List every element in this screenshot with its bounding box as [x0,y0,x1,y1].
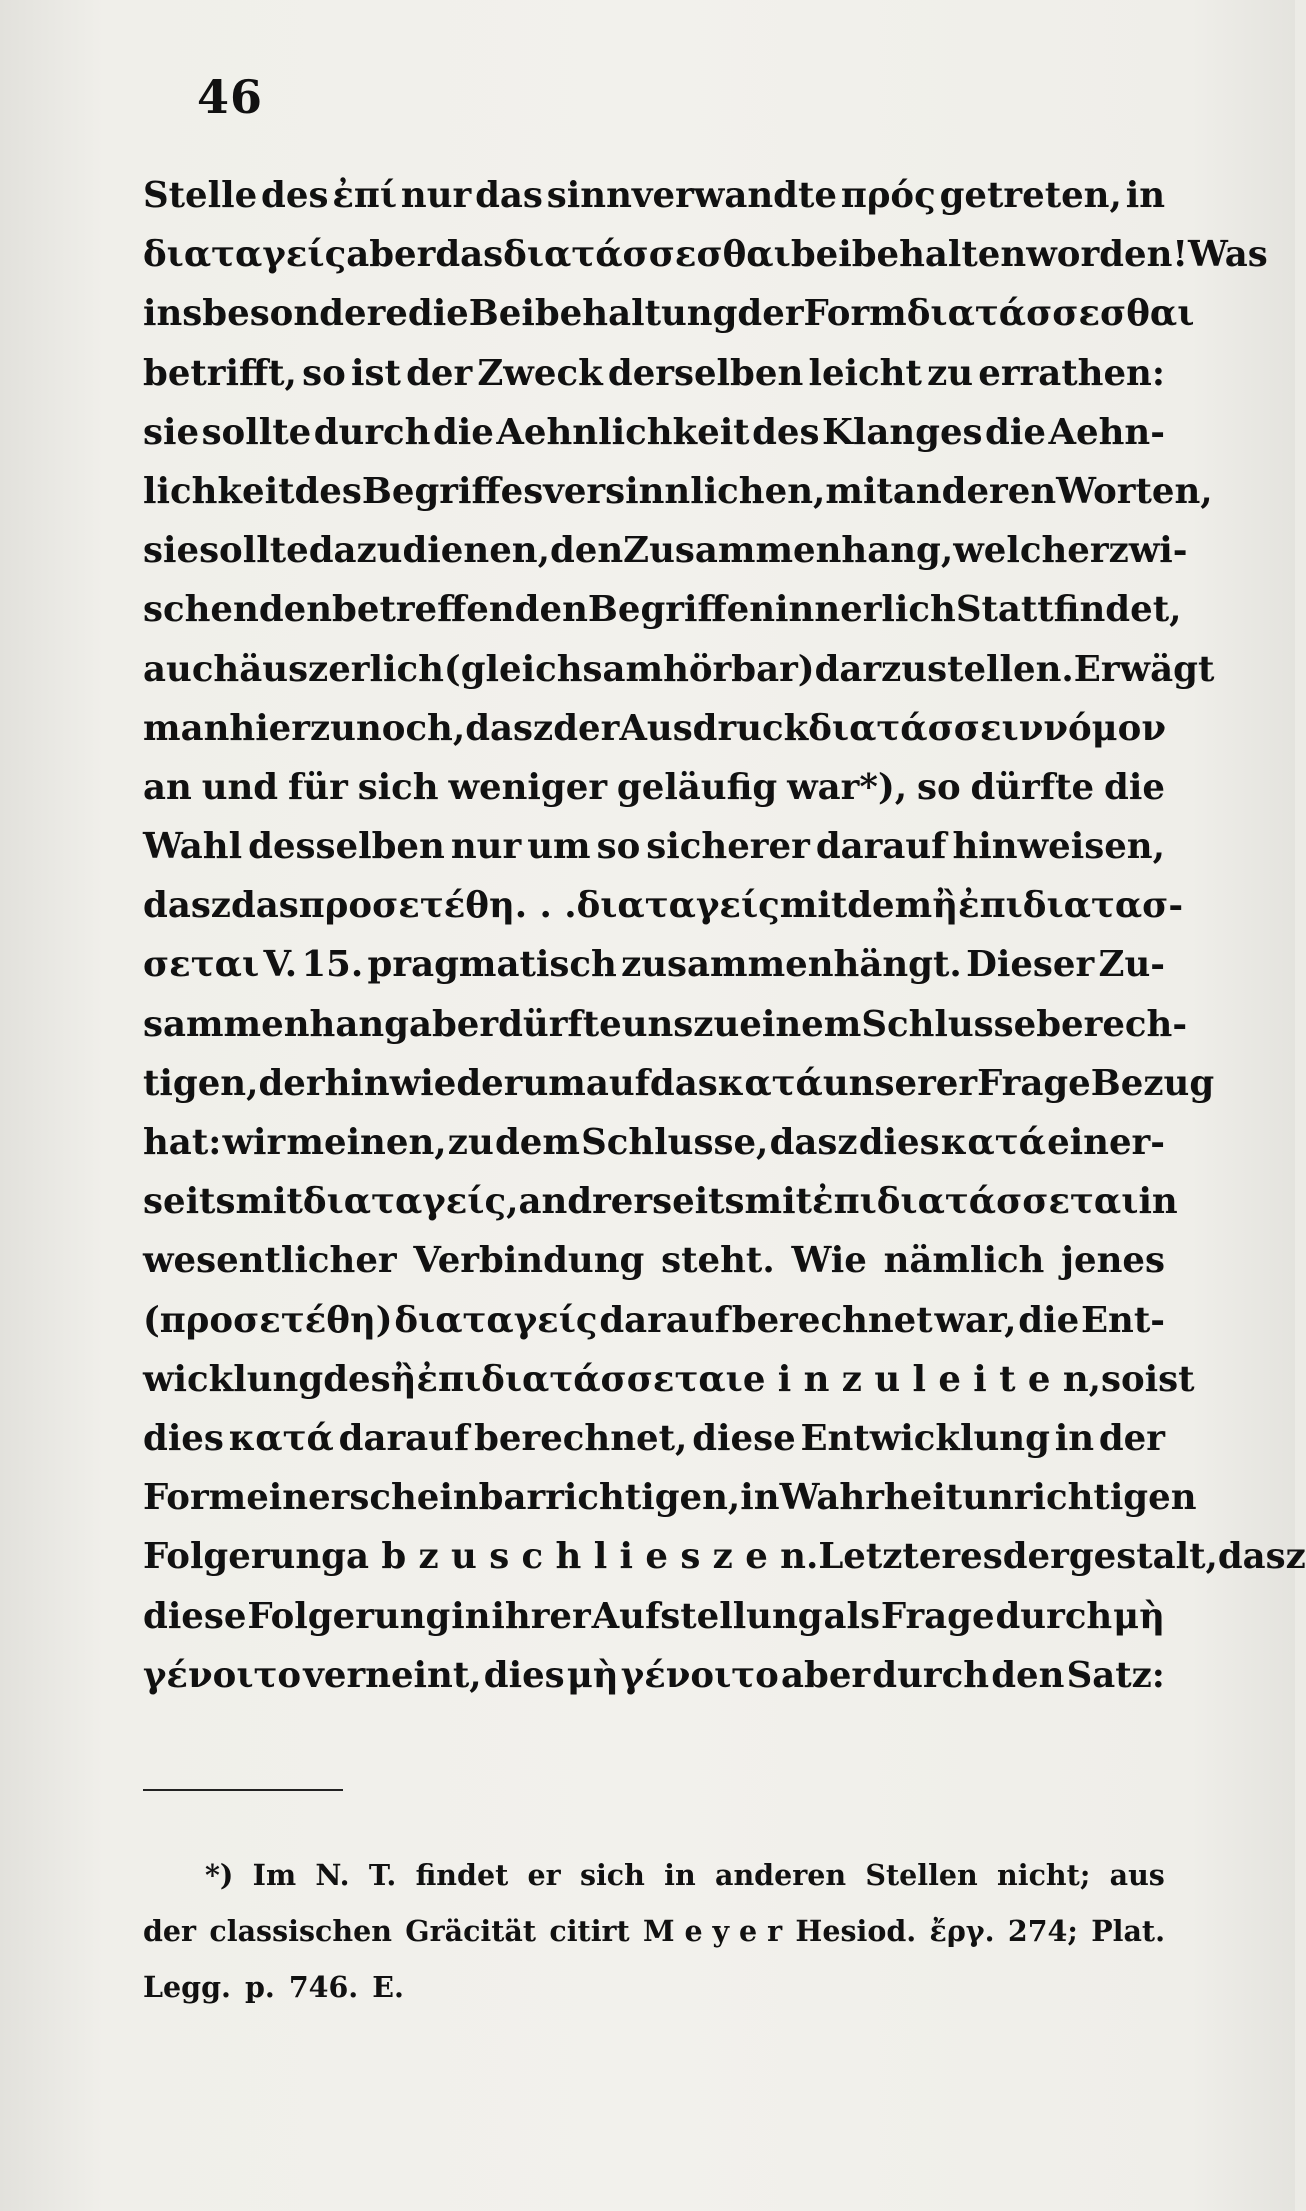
footnote-word: p. [244,1970,275,2004]
footnote-word: 746. [288,1970,359,2004]
word: dienen, [402,530,550,572]
word: hat: [143,1122,222,1163]
word: Aehnlichkeit [496,411,750,453]
word: verneint, [303,1654,482,1696]
word: Verbindung [413,1240,645,1282]
word: lichkeit [143,470,295,512]
word: aber [781,1654,871,1696]
text-line [143,530,1188,589]
word: auf [585,1062,650,1104]
footnote-word: Plat. [1091,1914,1165,1948]
word: einer- [1047,1122,1165,1163]
word: dasz [465,707,554,749]
word: διαταγείς [576,885,780,927]
text-line [143,1418,1165,1477]
word: darauf [815,826,947,868]
word: . . . [514,885,577,927]
word: ist [350,352,401,394]
word: des [261,175,329,216]
word: hierzu [229,707,356,749]
word: betreffenden [332,589,588,631]
word: auch [143,648,240,690]
word: Ent- [1080,1299,1165,1341]
text-line [143,708,1165,767]
word: den [258,589,333,631]
word: einem [739,1003,862,1045]
word: νόμον [1043,707,1166,749]
word: ἢ [390,1358,417,1400]
word: sollte [201,411,312,453]
word: mit [235,1181,303,1223]
word: (προσετέθη) [143,1299,393,1341]
word: findet, [1053,589,1182,631]
footnote-word: Im [252,1858,297,1892]
word: sammenhang [143,1003,409,1045]
word: andrerseits [518,1181,745,1223]
text-line [143,1003,1188,1063]
text-line [143,1655,1165,1714]
word: προσετέθη [298,885,515,927]
word: dazu [308,530,403,572]
word: durch [313,411,431,453]
word: war*), [787,766,908,808]
word: den [991,1654,1065,1696]
word: berech- [1036,1003,1188,1045]
word: des [294,470,362,512]
word: nur [400,175,472,216]
footnote-word: der [143,1914,197,1948]
word: dasz [769,1122,858,1163]
word: mit [744,1181,812,1223]
word: meinen, [286,1122,447,1163]
word: als [823,1595,880,1637]
footnote-line [143,1970,1165,2026]
word: noch, [355,707,466,749]
word: dies [143,1417,224,1459]
word: dergestalt, [1002,1536,1218,1578]
body-text [143,175,1306,1714]
word: dasz [1217,1536,1306,1578]
text-line [143,353,1165,412]
word: Stelle [143,175,258,216]
word: und [201,766,279,808]
text-line [143,1181,1178,1240]
word: Schlusse, [581,1122,769,1163]
word: die [1104,766,1165,808]
footnote-word: M e y e r [643,1914,783,1948]
word: durch [995,1595,1113,1637]
word: war, [934,1299,1017,1341]
word: schen [143,589,259,631]
word: Wahl [143,826,243,868]
word: Satz: [1066,1654,1165,1696]
word: γένοιτο [620,1654,779,1696]
text-line [143,412,1165,471]
word: hinweisen, [952,826,1165,868]
word: dem [494,1122,580,1163]
word: einer [246,1477,350,1519]
word: pragmatisch [367,944,617,986]
word: geläufig [616,766,778,808]
word: um [527,826,591,868]
word: in [1054,1417,1095,1459]
footnote-word: er [527,1858,561,1892]
word: zusammenhängt. [621,944,962,986]
word: e i n z u l e i t e n, [742,1358,1101,1400]
word: Folgerung [247,1595,451,1637]
word: 15. [301,944,364,986]
word: steht. [661,1240,775,1282]
word: Ausdruck [619,707,809,749]
footnote [143,1858,1165,2026]
footnote-word: anderen [714,1858,847,1892]
word: äuszerlich [239,648,444,690]
word: γένοιτο [143,1654,302,1696]
word: berechnet, [474,1417,688,1459]
footnote-line [143,1858,1165,1914]
word: Worten, [1056,470,1213,512]
footnote-line [143,1914,1165,1970]
word: wesentlicher [143,1240,397,1282]
word: der [737,293,804,335]
text-line [143,234,1268,293]
word: so [596,826,641,868]
word: desselben [248,826,445,868]
word: κατά [228,1417,334,1459]
word: dasz [143,885,231,927]
word: richtigen, [545,1477,741,1519]
footnote-word: N. [315,1858,350,1892]
word: scheinbar [349,1477,546,1519]
footnote-word: Gräcität [405,1914,537,1948]
word: κατά [940,1122,1046,1163]
word: sicherer [646,826,810,868]
word: διατάσσειν [808,707,1044,749]
text-line [143,885,1184,944]
word: Was [1187,234,1268,276]
text-line [143,293,1195,352]
text-line [143,1596,1165,1655]
word: die [1018,1299,1080,1341]
word: darauf [599,1299,730,1341]
footnote-word: Hesiod. [795,1914,917,1948]
word: getreten, [939,175,1122,216]
word: die [407,293,469,335]
word: dürfte [970,766,1095,808]
word: sinnverwandte [546,175,837,216]
word: derselben [607,352,804,394]
word: πρός [840,175,936,216]
word: die [432,411,494,453]
word: der [258,1062,325,1104]
text-line [143,648,1215,708]
text-line [143,1062,1215,1122]
text-line [143,767,1165,826]
footnote-word: ἔργ. [929,1914,995,1948]
word: zu [927,352,974,394]
text-line [143,589,1182,648]
text-line [143,1240,1165,1299]
word: das [435,234,504,276]
word: für [288,766,348,808]
word: in [740,1477,780,1519]
word: ἐπιδιατασ- [958,885,1184,927]
text-line [143,1300,1165,1359]
footnote-word: 274; [1007,1914,1078,1948]
word: Beibehaltung [468,293,738,335]
word: nämlich [883,1240,1045,1282]
word: dürfte [498,1003,622,1045]
footnote-word: sich [579,1858,645,1892]
footnote-word: citirt [549,1914,630,1948]
word: μὴ [1113,1595,1165,1637]
word: Begriffen [587,589,776,631]
word: des [323,1358,391,1400]
word: der [406,352,473,394]
text-line [143,944,1165,1003]
word: darauf [338,1417,470,1459]
word: darzustellen. [814,648,1074,690]
word: so [1101,1358,1145,1400]
word: Entwicklung [800,1417,1050,1459]
text-line [143,1358,1195,1418]
word: hinwiederum [324,1062,586,1104]
word: nur [450,826,522,868]
word: Zusammenhang, [623,530,954,572]
word: tigen, [143,1062,259,1104]
footnote-word: E. [372,1970,404,2004]
word: uns [621,1003,694,1045]
word: ἐπί [332,175,398,216]
page-number: 46 [197,70,264,124]
word: diese [692,1417,796,1459]
word: dies [858,1122,940,1163]
word: unrichtigen [962,1477,1197,1519]
footnote-separator [143,1789,343,1791]
word: Begriffes [361,470,544,512]
word: das [475,175,543,216]
word: aber [346,234,436,276]
footnote-word: *) [205,1858,234,1892]
footnote-word: findet [415,1858,509,1892]
word: des [752,411,820,453]
word: sollte [199,530,309,572]
word: Aehn- [1048,411,1165,453]
word: der [553,707,620,749]
word: (gleichsam [443,648,664,690]
word: das [649,1062,718,1104]
word: der [1098,1417,1165,1459]
word: διαταγείς, [302,1181,519,1223]
word: innerlich [775,589,956,631]
word: hörbar) [663,648,815,690]
word: dies [483,1654,565,1696]
word: welcher [953,530,1109,572]
word: διατάσσεσθαι [503,234,791,276]
word: Dieser [966,944,1095,986]
word: Klanges [821,411,983,453]
word: Wahrheit [779,1477,963,1519]
word: διαταγείς [143,234,347,276]
word: ἐπιδιατάσσεται [812,1181,1139,1223]
word: beibehalten [790,234,1027,276]
word: Letzteres [818,1536,1003,1578]
word: so [302,352,346,394]
word: dem [847,885,933,927]
word: worden! [1026,234,1188,276]
word: anderen [892,470,1057,512]
word: Frage [977,1062,1091,1104]
word: errathen: [978,352,1165,394]
word: Zweck [477,352,603,394]
footnote-word: aus [1109,1858,1165,1892]
word: Bezug [1090,1062,1215,1104]
word: zwi- [1108,530,1188,572]
word: sie [143,411,200,453]
word: in [451,1595,491,1637]
word: den [549,530,624,572]
word: diese [143,1595,247,1637]
word: die [985,411,1046,453]
word: leicht [808,352,922,394]
text-line [143,826,1165,885]
word: mit [779,885,848,927]
footnote-word: T. [368,1858,397,1892]
word: unserer [822,1062,978,1104]
word: das [230,885,299,927]
word: Zu- [1098,944,1165,986]
word: ist [1144,1358,1195,1400]
word: betrifft, [143,352,297,394]
word: μὴ [566,1654,619,1696]
word: in [1138,1181,1178,1223]
footnote-word: Legg. [143,1970,231,2004]
text-line [143,1536,1306,1595]
word: weniger [448,766,608,808]
word: wir [222,1122,286,1163]
word: Statt [955,589,1054,631]
word: κατά [717,1062,823,1104]
text-line [143,1477,1197,1536]
word: Aufstellung [591,1595,823,1637]
text-line [143,470,1213,530]
footnote-word: in [664,1858,696,1892]
word: Wie [791,1240,867,1282]
word: in [1125,175,1165,216]
word: Schlusse [861,1003,1037,1045]
word: a b z u s c h l i e s z e n. [345,1536,819,1578]
word: zu [447,1122,494,1163]
word: ἢ [932,885,959,927]
word: διαταγείς [394,1299,598,1341]
word: ihrer [491,1595,591,1637]
word: σεται [143,944,260,986]
word: berechnet [731,1299,933,1341]
footnote-word: Stellen [865,1858,978,1892]
word: versinnlichen, [543,470,826,512]
word: Frage [880,1595,995,1637]
word: διατάσσεσθαι [906,293,1195,335]
word: seits [143,1181,236,1223]
text-line [143,1122,1165,1181]
word: insbesondere [143,293,408,335]
word: Folgerung [143,1536,346,1578]
text-line [143,175,1165,234]
word: so [917,766,961,808]
word: durch [872,1654,990,1696]
word: aber [408,1003,499,1045]
word: Form [803,293,907,335]
footnote-word: classischen [209,1914,392,1948]
word: sie [143,530,200,572]
word: zu [693,1003,740,1045]
word: Form [143,1477,247,1519]
word: Erwägt [1073,648,1215,690]
word: mit [825,470,893,512]
word: V. [263,944,298,986]
word: sich [357,766,439,808]
word: jenes [1061,1240,1165,1282]
word: ἐπιδιατάσσεται [416,1358,743,1400]
word: wicklung [143,1358,324,1400]
word: an [143,766,192,808]
footnote-word: nicht; [997,1858,1091,1892]
word: man [143,707,230,749]
